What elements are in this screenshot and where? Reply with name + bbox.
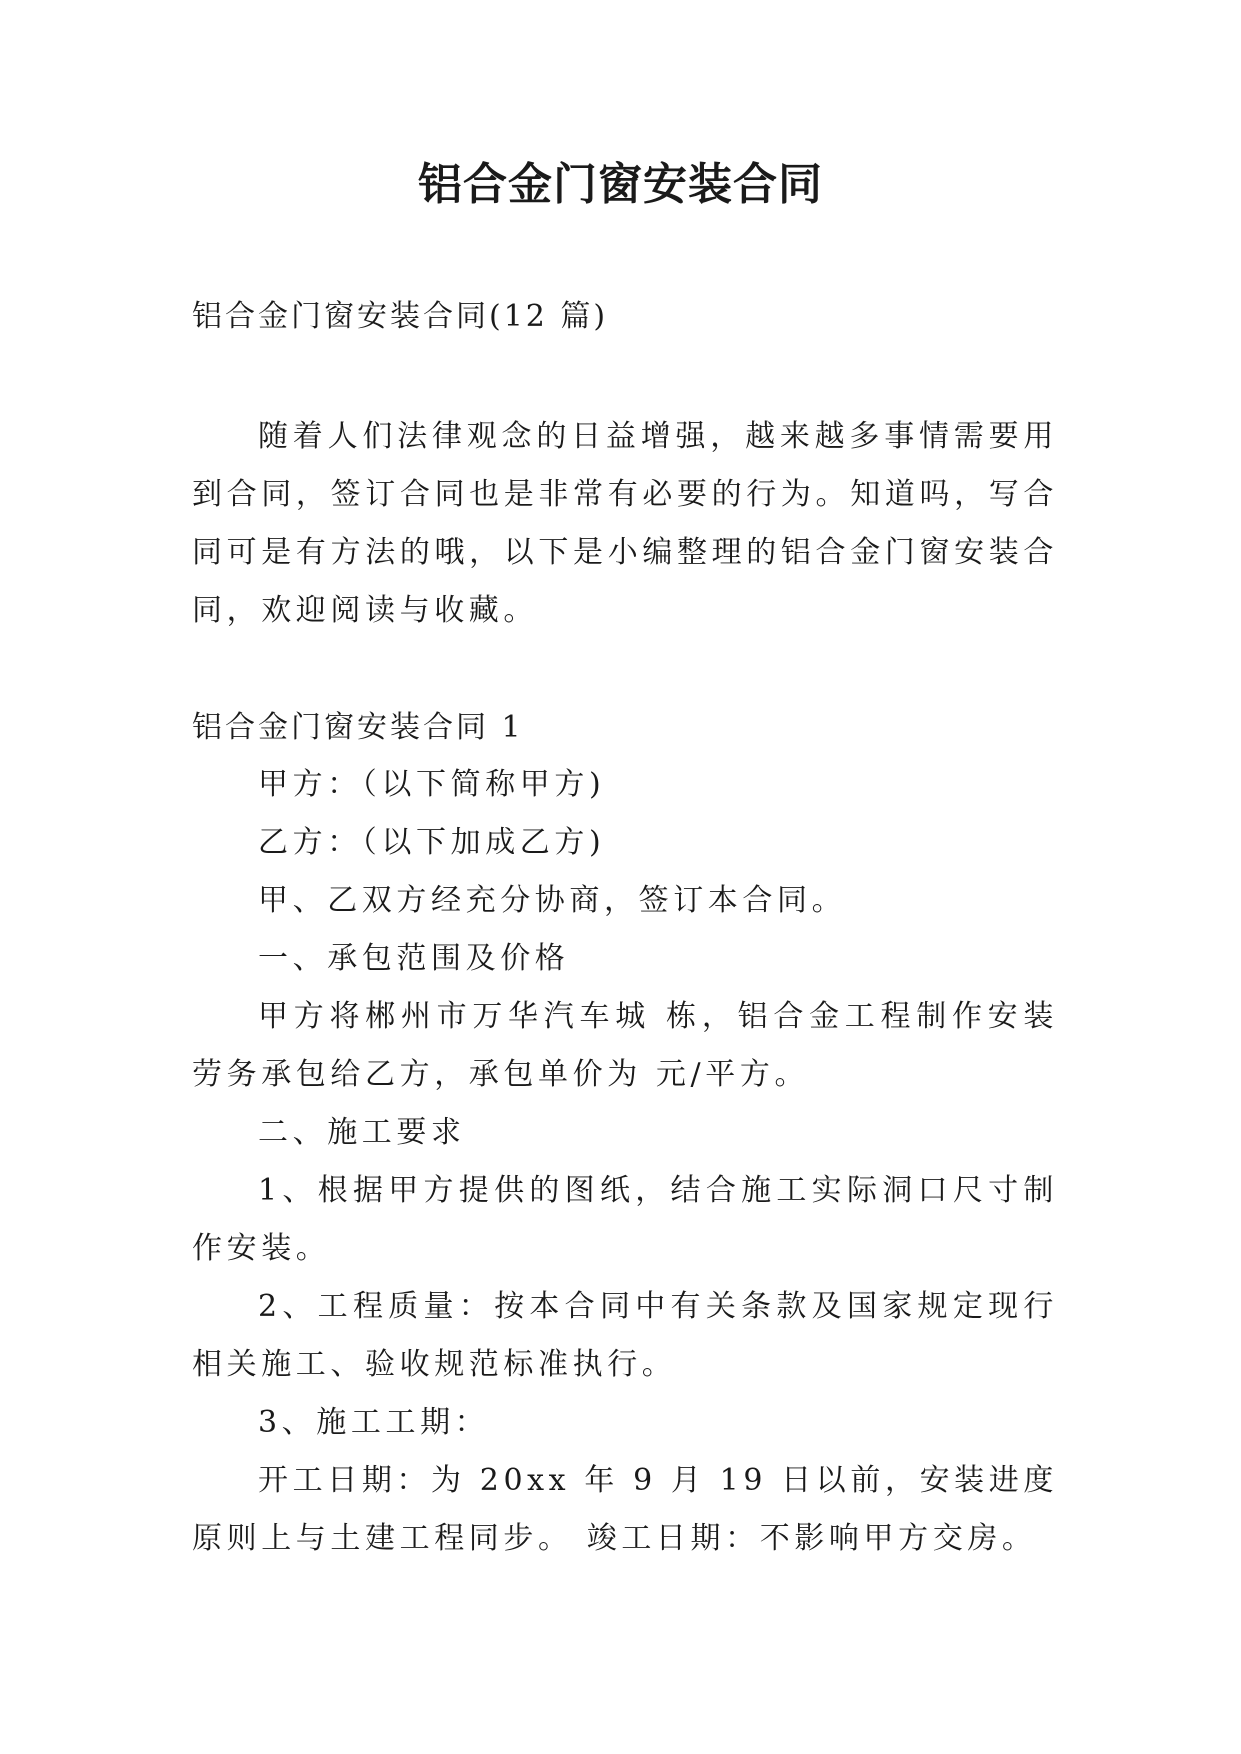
section-heading: 铝合金门窗安装合同 1 [192, 710, 524, 745]
clause-scope-text: 甲方将郴州市万华汽车城 栋，铝合金工程制作安装劳务承包给乙方，承包单价为 元/平方。 [192, 999, 1058, 1092]
clause-heading-scope: 一、承包范围及价格 [258, 941, 570, 976]
party-b-line: 乙方：（以下加成乙方) [258, 825, 606, 860]
agreement-line: 甲、乙双方经充分协商，签订本合同。 [258, 883, 847, 918]
contract-body [192, 756, 1058, 1568]
document-subtitle: 铝合金门窗安装合同(12 篇) [192, 299, 609, 334]
party-a-line: 甲方：（以下简称甲方) [258, 767, 606, 802]
intro-paragraph: 随着人们法律观念的日益增强，越来越多事情需要用到合同，签订合同也是非常有必要的行为。知道吗，写合同可是有方法的哦，以下是小编整理的铝合金门窗安装合同，欢迎阅读与收藏。 [192, 419, 1058, 628]
clause-heading-requirements: 二、施工要求 [258, 1115, 466, 1150]
requirement-item-3: 3、施工工期： [258, 1405, 490, 1440]
document-title: 铝合金门窗安装合同 [418, 159, 823, 210]
requirement-item-1: 1、根据甲方提供的图纸，结合施工实际洞口尺寸制作安装。 [192, 1173, 1058, 1266]
requirement-item-2: 2、工程质量：按本合同中有关条款及国家规定现行相关施工、验收规范标准执行。 [192, 1289, 1058, 1382]
schedule-text: 开工日期：为 20xx 年 9 月 19 日以前，安装进度原则上与土建工程同步。 竣工日期：不影响甲方交房。 [192, 1463, 1058, 1556]
